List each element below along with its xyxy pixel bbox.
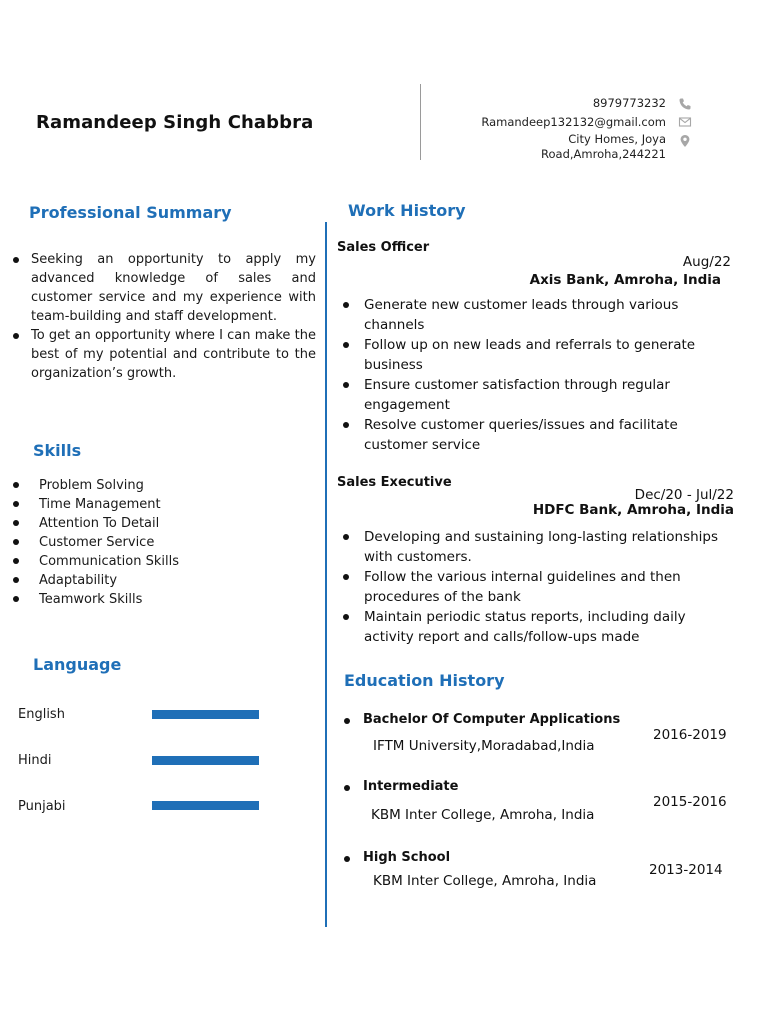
job-duties-list <box>340 295 720 455</box>
work-history-heading: Work History <box>348 201 466 220</box>
job-duties-list <box>340 527 720 647</box>
education-school: KBM Inter College, Amroha, India <box>373 873 597 889</box>
duty-item: Resolve customer queries/issues and facilitate customer service <box>340 415 720 455</box>
header-divider <box>420 84 421 160</box>
language-level-fill <box>152 756 259 765</box>
duty-item: Developing and sustaining long-lasting relationships with customers. <box>340 527 720 567</box>
candidate-name: Ramandeep Singh Chabbra <box>36 112 314 133</box>
language-heading: Language <box>33 655 122 674</box>
duty-item: Generate new customer leads through various channels <box>340 295 720 335</box>
language-name-english: English <box>18 707 65 722</box>
education-school: IFTM University,Moradabad,India <box>373 738 595 754</box>
language-name-hindi: Hindi <box>18 753 52 768</box>
skill-item: Time Management <box>12 495 179 514</box>
education-degree: High School <box>344 850 450 865</box>
job-company: Axis Bank, Amroha, India <box>529 272 721 288</box>
phone-icon <box>678 97 692 111</box>
column-divider <box>325 222 327 927</box>
address-line-2: Road,Amroha,244221 <box>541 147 666 161</box>
skill-item: Attention To Detail <box>12 514 179 533</box>
skills-heading: Skills <box>33 441 82 460</box>
education-years: 2015-2016 <box>653 794 727 810</box>
education-years: 2016-2019 <box>653 727 727 743</box>
language-level-bar-hindi <box>152 756 259 765</box>
skill-item: Problem Solving <box>12 476 179 495</box>
skills-list <box>12 476 179 609</box>
skill-item: Teamwork Skills <box>12 590 179 609</box>
skill-item: Communication Skills <box>12 552 179 571</box>
language-level-fill <box>152 801 259 810</box>
education-degree: Intermediate <box>344 779 458 794</box>
duty-item: Ensure customer satisfaction through regular engagement <box>340 375 720 415</box>
education-school: KBM Inter College, Amroha, India <box>371 807 595 823</box>
language-level-bar-punjabi <box>152 801 259 810</box>
duty-item: Follow up on new leads and referrals to generate business <box>340 335 720 375</box>
phone-number: 8979773232 <box>592 96 666 110</box>
job-date: Aug/22 <box>682 254 731 270</box>
job-company: HDFC Bank, Amroha, India <box>532 502 734 518</box>
language-level-bar-english <box>152 710 259 719</box>
duty-item: Maintain periodic status reports, including daily activity report and calls/follow-ups made <box>340 607 720 647</box>
job-date: Dec/20 - Jul/22 <box>634 487 734 503</box>
education-degree: Bachelor Of Computer Applications <box>344 712 620 727</box>
summary-heading: Professional Summary <box>29 203 232 222</box>
skill-item: Customer Service <box>12 533 179 552</box>
email-address: Ramandeep132132@gmail.com <box>481 115 666 129</box>
address-line-1: City Homes, Joya <box>568 132 666 146</box>
envelope-icon <box>678 115 692 129</box>
education-heading: Education History <box>344 671 505 690</box>
job-title: Sales Executive <box>337 475 452 490</box>
duty-item: Follow the various internal guidelines and then procedures of the bank <box>340 567 720 607</box>
location-pin-icon <box>678 134 692 148</box>
language-level-fill <box>152 710 259 719</box>
summary-item: Seeking an opportunity to apply my advanced knowledge of sales and customer service and my experience with team-building and staff development. <box>12 250 316 326</box>
language-name-punjabi: Punjabi <box>18 799 66 814</box>
summary-item: To get an opportunity where I can make the best of my potential and contribute to the organization’s growth. <box>12 326 316 383</box>
job-title: Sales Officer <box>337 240 430 255</box>
skill-item: Adaptability <box>12 571 179 590</box>
summary-list <box>12 250 316 383</box>
education-years: 2013-2014 <box>649 862 723 878</box>
